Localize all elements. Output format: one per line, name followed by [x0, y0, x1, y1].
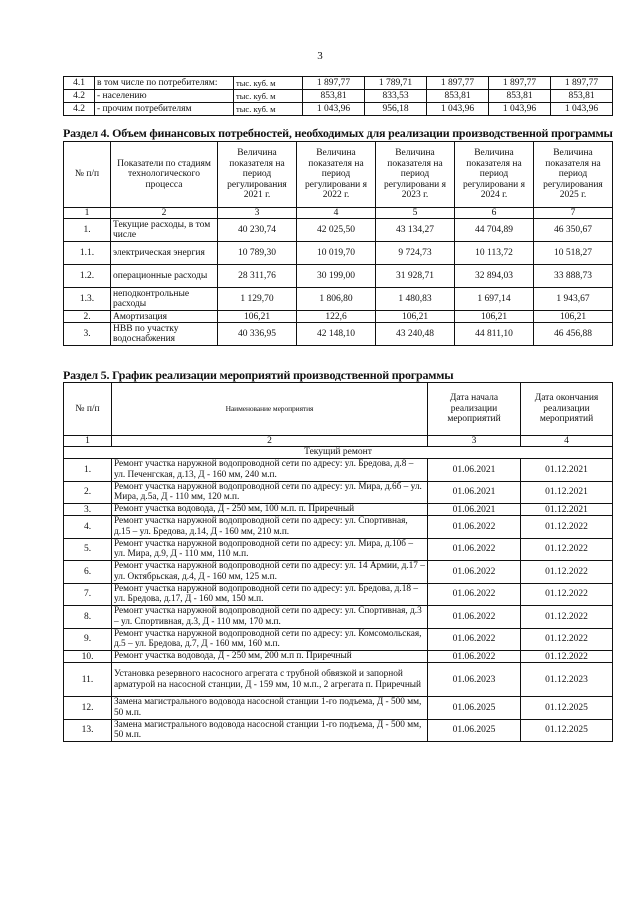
table-header-row: [64, 383, 613, 436]
start-date: 01.06.2025: [428, 719, 521, 742]
value-cell: 40 336,95: [218, 323, 297, 346]
end-date: 01.12.2022: [521, 628, 613, 651]
section-4-title: Раздел 4. Объем финансовых потребностей, необходимых для реализации производственной программы: [63, 126, 613, 140]
value-cell: 1 943,67: [534, 288, 613, 311]
column-header: № п/п: [64, 383, 112, 436]
table-row: [64, 651, 613, 663]
column-header: Величина показателя на период регулировани я 2022 г.: [297, 142, 376, 208]
column-number: 7: [534, 208, 613, 219]
table-row: [64, 663, 613, 697]
value-cell: 43 134,27: [376, 219, 455, 242]
row-number: 4.2: [64, 90, 95, 103]
value-cell: 10 518,27: [534, 242, 613, 265]
column-number: 2: [111, 208, 218, 219]
column-header: Показатели по стадиям технологического процесса: [111, 142, 218, 208]
end-date: 01.12.2022: [521, 561, 613, 584]
value-cell: 1 043,96: [303, 103, 365, 116]
value-cell: 1 043,96: [551, 103, 613, 116]
row-label: НВВ по участку водоснабжения: [111, 323, 218, 346]
row-label: Текущие расходы, в том числе: [111, 219, 218, 242]
table-row: [64, 77, 613, 90]
start-date: 01.06.2023: [428, 663, 521, 697]
table-row: [64, 265, 613, 288]
column-header: Величина показателя на период регулировани я 2023 г.: [376, 142, 455, 208]
table-row: [64, 516, 613, 539]
start-date: 01.06.2022: [428, 583, 521, 606]
value-cell: 42 025,50: [297, 219, 376, 242]
value-cell: 1 897,77: [303, 77, 365, 90]
end-date: 01.12.2022: [521, 606, 613, 629]
start-date: 01.06.2025: [428, 697, 521, 720]
row-number: 4.: [64, 516, 112, 539]
value-cell: 44 811,10: [455, 323, 534, 346]
column-number: 4: [521, 436, 613, 447]
end-date: 01.12.2022: [521, 516, 613, 539]
table-row: [64, 90, 613, 103]
start-date: 01.06.2021: [428, 504, 521, 516]
section-5-title: Раздел 5. График реализации мероприятий производственной программы: [63, 368, 454, 382]
value-cell: 1 897,77: [427, 77, 489, 90]
value-cell: 28 311,76: [218, 265, 297, 288]
column-header: Наименование мероприятия: [112, 383, 428, 436]
row-label: электрическая энергия: [111, 242, 218, 265]
value-cell: 10 789,30: [218, 242, 297, 265]
column-number: 6: [455, 208, 534, 219]
column-number: 3: [428, 436, 521, 447]
row-number: 5.: [64, 538, 112, 561]
column-header: Величина показателя на период регулировани я 2024 г.: [455, 142, 534, 208]
value-cell: 1 806,80: [297, 288, 376, 311]
table-row: [64, 459, 613, 482]
table-row: [64, 606, 613, 629]
value-cell: 30 199,00: [297, 265, 376, 288]
table-row: [64, 103, 613, 116]
measure-name: Ремонт участка водовода, Д - 250 мм, 100 м.п. п. Приречный: [112, 504, 428, 516]
row-number: 4.1: [64, 77, 95, 90]
row-number: 9.: [64, 628, 112, 651]
financial-needs-table: [63, 141, 613, 346]
start-date: 01.06.2021: [428, 459, 521, 482]
start-date: 01.06.2022: [428, 538, 521, 561]
row-number: 1.: [64, 459, 112, 482]
measure-name: Ремонт участка наружной водопроводной сети по адресу: ул. Спортивная, д.15 – ул. Бредова, д.14, Д - 160 мм, 210 м.п.: [112, 516, 428, 539]
row-number: 1.3.: [64, 288, 111, 311]
measure-name: Установка резервного насосного агрегата с трубной обвязкой и запорной арматурой на насосной станции, Д - 159 мм, 10 м.п., 2 агрегата п. Приречный: [112, 663, 428, 697]
value-cell: 44 704,89: [455, 219, 534, 242]
column-number: 1: [64, 436, 112, 447]
value-cell: 40 230,74: [218, 219, 297, 242]
value-cell: 31 928,71: [376, 265, 455, 288]
row-label: Амортизация: [111, 311, 218, 323]
value-cell: 1 897,77: [551, 77, 613, 90]
value-cell: 956,18: [365, 103, 427, 116]
end-date: 01.12.2022: [521, 583, 613, 606]
measure-name: Ремонт участка водовода, Д - 250 мм, 200 м.п п. Приречный: [112, 651, 428, 663]
row-label: в том числе по потребителям:: [95, 77, 234, 90]
group-title: Текущий ремонт: [64, 447, 613, 459]
start-date: 01.06.2022: [428, 628, 521, 651]
start-date: 01.06.2022: [428, 516, 521, 539]
value-cell: 9 724,73: [376, 242, 455, 265]
row-label: операционные расходы: [111, 265, 218, 288]
value-cell: 42 148,10: [297, 323, 376, 346]
row-unit: тыс. куб. м: [234, 90, 303, 103]
value-cell: 1 697,14: [455, 288, 534, 311]
table-row: [64, 628, 613, 651]
column-header: Величина показателя на период регулирования 2025 г.: [534, 142, 613, 208]
table-row: [64, 311, 613, 323]
value-cell: 106,21: [376, 311, 455, 323]
value-cell: 33 888,73: [534, 265, 613, 288]
end-date: 01.12.2021: [521, 459, 613, 482]
group-row: [64, 447, 613, 459]
row-number: 1.: [64, 219, 111, 242]
row-number: 10.: [64, 651, 112, 663]
row-number: 13.: [64, 719, 112, 742]
value-cell: 1 043,96: [489, 103, 551, 116]
row-number: 6.: [64, 561, 112, 584]
table-row: [64, 288, 613, 311]
end-date: 01.12.2022: [521, 651, 613, 663]
row-number: 12.: [64, 697, 112, 720]
value-cell: 853,81: [489, 90, 551, 103]
measure-name: Замена магистрального водовода насосной станции 1-го подъема, Д - 500 мм, 50 м.п.: [112, 719, 428, 742]
start-date: 01.06.2022: [428, 651, 521, 663]
column-number: 2: [112, 436, 428, 447]
value-cell: 10 019,70: [297, 242, 376, 265]
end-date: 01.12.2023: [521, 663, 613, 697]
measure-name: Ремонт участка наружной водопроводной сети по адресу: ул. Комсомольская, д.5 – ул. Бредова, д.7, Д - 160 мм, 160 м.п.: [112, 628, 428, 651]
row-number: 1.2.: [64, 265, 111, 288]
table-row: [64, 583, 613, 606]
value-cell: 106,21: [218, 311, 297, 323]
measure-name: Замена магистрального водовода насосной станции 1-го подъема, Д - 500 мм, 50 м.п.: [112, 697, 428, 720]
column-number: 4: [297, 208, 376, 219]
row-label: неподконтрольные расходы: [111, 288, 218, 311]
measure-name: Ремонт участка наружной водопроводной сети по адресу: ул. 14 Армии, д.17 – ул. Октябрьская, д.4, Д - 160 мм, 125 м.п.: [112, 561, 428, 584]
page-number: 3: [317, 50, 323, 62]
value-cell: 46 456,88: [534, 323, 613, 346]
column-number: 5: [376, 208, 455, 219]
start-date: 01.06.2022: [428, 606, 521, 629]
value-cell: 1 129,70: [218, 288, 297, 311]
row-number: 8.: [64, 606, 112, 629]
measure-name: Ремонт участка наружной водопроводной сети по адресу: ул. Спортивная, д.3 – ул. Спортивная, д.3, Д - 110 мм, 170 м.п.: [112, 606, 428, 629]
measure-name: Ремонт участка наружной водопроводной сети по адресу: ул. Мира, д.10б – ул. Мира, д.9, Д - 110 мм, 110 м.п.: [112, 538, 428, 561]
column-number: 1: [64, 208, 111, 219]
value-cell: 853,81: [303, 90, 365, 103]
value-cell: 1 043,96: [427, 103, 489, 116]
table-row: [64, 504, 613, 516]
table-row: [64, 719, 613, 742]
end-date: 01.12.2021: [521, 504, 613, 516]
value-cell: 46 350,67: [534, 219, 613, 242]
row-number: 2.: [64, 481, 112, 504]
row-number: 3.: [64, 323, 111, 346]
end-date: 01.12.2025: [521, 719, 613, 742]
row-label: - населению: [95, 90, 234, 103]
column-number-row: [64, 436, 613, 447]
table-row: [64, 242, 613, 265]
row-unit: тыс. куб. м: [234, 103, 303, 116]
value-cell: 1 480,83: [376, 288, 455, 311]
table-row: [64, 219, 613, 242]
end-date: 01.12.2021: [521, 481, 613, 504]
column-header: № п/п: [64, 142, 111, 208]
table-header-row: [64, 142, 613, 208]
row-number: 4.2: [64, 103, 95, 116]
column-header: Величина показателя на период регулирования 2021 г.: [218, 142, 297, 208]
measure-name: Ремонт участка наружной водопроводной сети по адресу: ул. Бредова, д.18 – ул. Бредова, д.17, Д - 160 мм, 150 м.п.: [112, 583, 428, 606]
row-number: 2.: [64, 311, 111, 323]
value-cell: 32 894,03: [455, 265, 534, 288]
row-number: 3.: [64, 504, 112, 516]
column-header: Дата окончания реализации мероприятий: [521, 383, 613, 436]
schedule-table: [63, 382, 613, 742]
row-label: - прочим потребителям: [95, 103, 234, 116]
row-number: 7.: [64, 583, 112, 606]
row-number: 1.1.: [64, 242, 111, 265]
value-cell: 1 897,77: [489, 77, 551, 90]
end-date: 01.12.2022: [521, 538, 613, 561]
start-date: 01.06.2022: [428, 561, 521, 584]
row-unit: тыс. куб. м: [234, 77, 303, 90]
measure-name: Ремонт участка наружной водопроводной сети по адресу: ул. Бредова, д.8 – ул. Печенгская, д.13, Д - 160 мм, 240 м.п.: [112, 459, 428, 482]
table-row: [64, 481, 613, 504]
value-cell: 10 113,72: [455, 242, 534, 265]
start-date: 01.06.2021: [428, 481, 521, 504]
value-cell: 1 789,71: [365, 77, 427, 90]
table-row: [64, 697, 613, 720]
value-cell: 106,21: [534, 311, 613, 323]
end-date: 01.12.2025: [521, 697, 613, 720]
column-number: 3: [218, 208, 297, 219]
consumption-table: [63, 76, 613, 116]
value-cell: 833,53: [365, 90, 427, 103]
value-cell: 43 240,48: [376, 323, 455, 346]
column-header: Дата начала реализации мероприятий: [428, 383, 521, 436]
measure-name: Ремонт участка наружной водопроводной сети по адресу: ул. Мира, д.6б – ул. Мира, д.5а, Д - 110 мм, 120 м.п.: [112, 481, 428, 504]
value-cell: 106,21: [455, 311, 534, 323]
value-cell: 853,81: [427, 90, 489, 103]
row-number: 11.: [64, 663, 112, 697]
value-cell: 853,81: [551, 90, 613, 103]
column-number-row: [64, 208, 613, 219]
table-row: [64, 323, 613, 346]
value-cell: 122,6: [297, 311, 376, 323]
table-row: [64, 538, 613, 561]
table-row: [64, 561, 613, 584]
